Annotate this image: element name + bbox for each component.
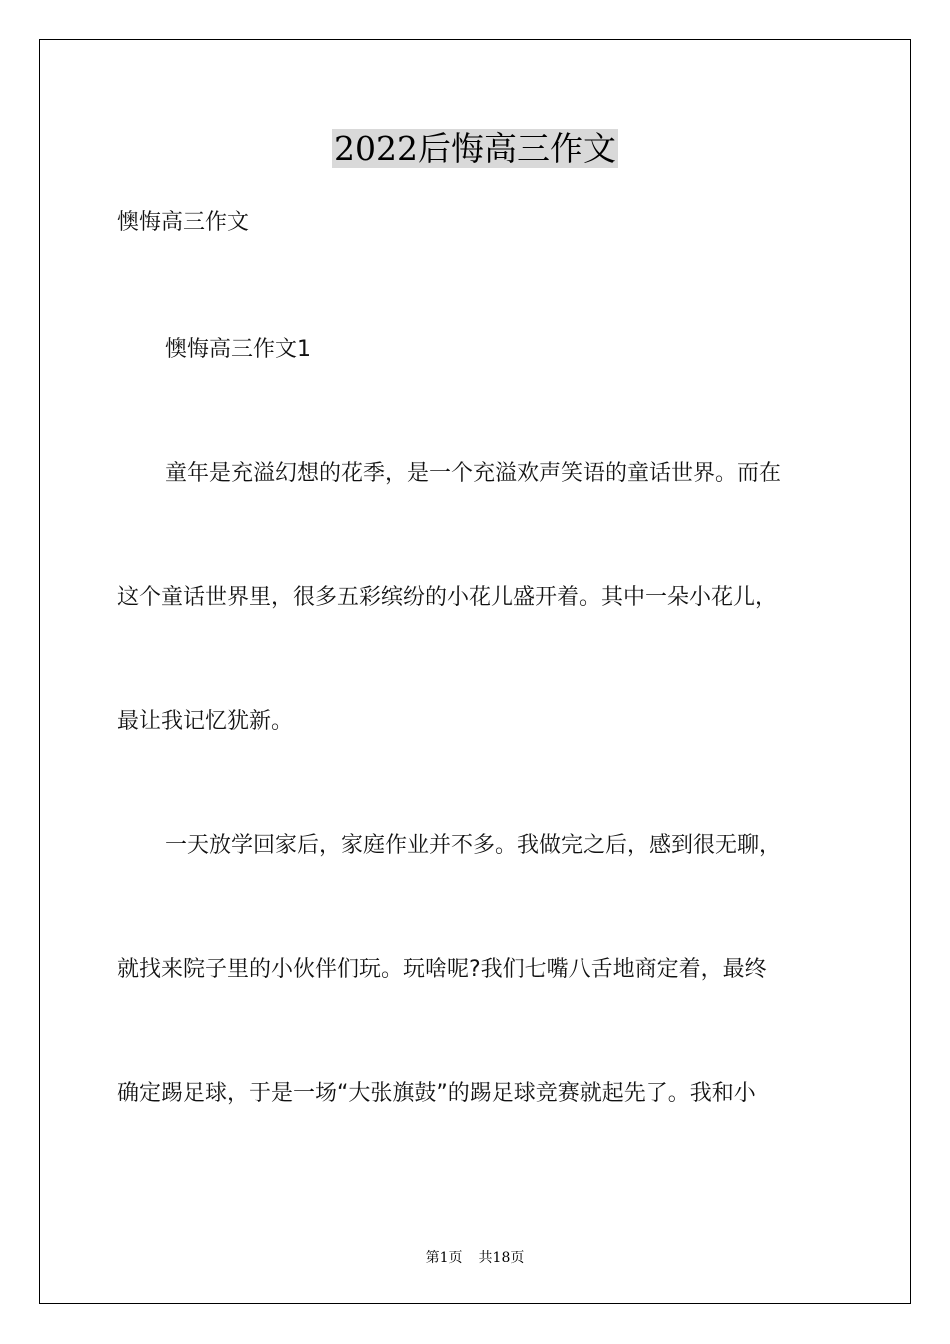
paragraph-line: 确定踢足球，于是一场“大张旗鼓”的踢足球竞赛就起先了。我和小 [117,1081,756,1106]
page-footer [0,1247,950,1267]
page-total: 共18页 [478,1250,525,1266]
page-number: 第1页 [425,1250,463,1266]
document-title [0,124,950,174]
document-title-text: 2022后悔高三作文 [334,129,616,168]
paragraph-line: 最让我记忆犹新。 [117,709,294,734]
paragraph-line: 这个童话世界里，很多五彩缤纷的小花儿盛开着。其中一朵小花儿， [117,585,778,610]
section-heading: 懊悔高三作文1 [165,337,311,362]
paragraph-line: 童年是充溢幻想的花季，是一个充溢欢声笑语的童话世界。而在 [165,461,782,486]
paragraph-line: 一天放学回家后，家庭作业并不多。我做完之后，感到很无聊， [165,833,782,858]
paragraph-line: 就找来院子里的小伙伴们玩。玩啥呢?我们七嘴八舌地商定着，最终 [117,957,767,982]
document-subtitle: 懊悔高三作文 [117,210,250,235]
